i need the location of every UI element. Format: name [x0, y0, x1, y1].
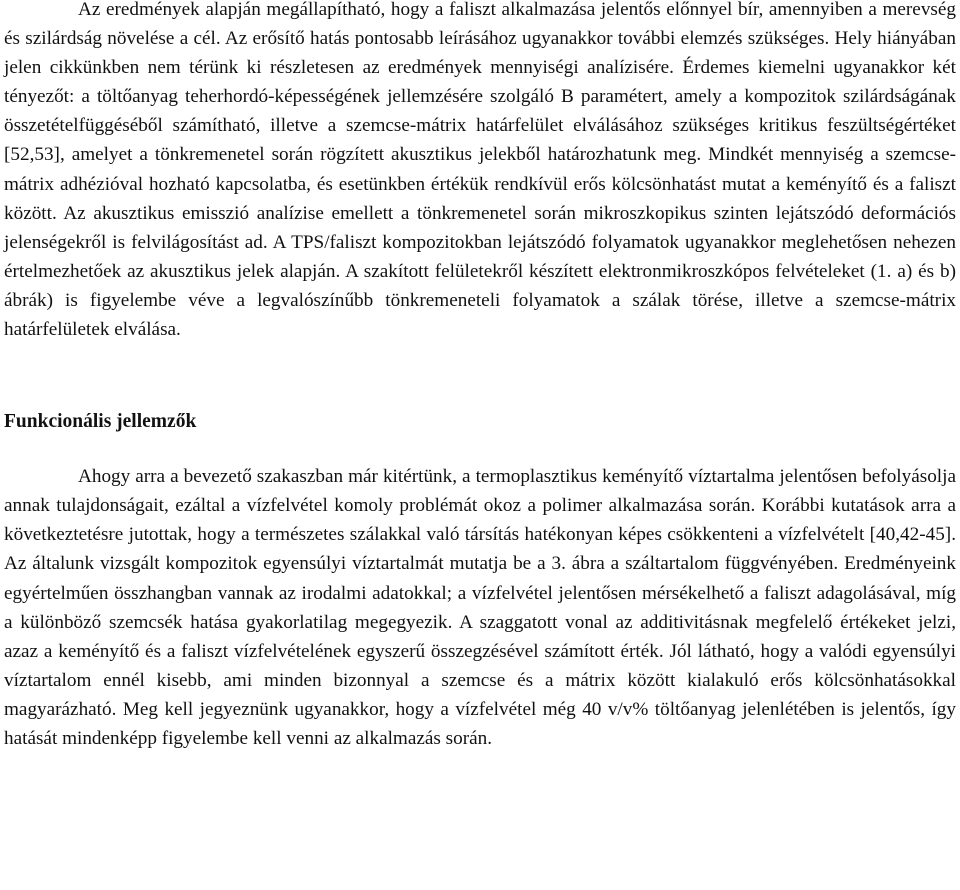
section-heading: Funkcionális jellemzők: [4, 411, 197, 433]
paragraph-results: Az eredmények alapján megállapítható, hogy a faliszt alkalmazása jelentős előnnyel bír, amennyiben a merevség és szilárdság növelése a cél. Az erősítő hatás pontosabb leírásához ugyanakkor további elemzés szükséges. Hely hiányában jelen cikkünkben nem térünk ki részletesen az eredmények mennyiségi analízisére. Érdemes kiemelni ugyanakkor két tényezőt: a töltőanyag teherhordó-képességének jellemzésére szolgáló B paramétert, amely a kompozitok szilárdságának összetételfüggéséből számítható, illetve a szemcse-mátrix határfelület elválásához szükséges kritikus feszültségértéket [52,53], amelyet a tönkremenetel során rögzített akusztikus jelekből határozhatunk meg. Mindkét mennyiség a szemcse-mátrix adhézióval hozható kapcsolatba, és esetünkben értékük rendkívül erős kölcsönhatást mutat a keményítő és a faliszt között. Az akusztikus emisszió analízise emellett a tönkremenetel során mikroszkopikus szinten lejátszódó deformációs jelenségekről is felvilágosítást ad. A TPS/faliszt kompozitokban lejátszódó folyamatok ugyanakkor meglehetősen nehezen értelmezhetőek az akusztikus jelek alapján. A szakított felületekről készített elektronmikroszkópos felvételeket (1. a) és b) ábrák) is figyelembe véve a legvalószínűbb tönkremeneteli folyamatok a szálak törése, illetve a szemcse-mátrix határfelületek elválása.: [4, 0, 956, 341]
document-page: [4, 0, 956, 753]
paragraph-functional-properties: Ahogy arra a bevezető szakaszban már kitértünk, a termoplasztikus keményítő víztartalma jelentősen befolyásolja annak tulajdonságait, ezáltal a vízfelvétel komoly problémát okoz a polimer alkalmazása során. Korábbi kutatások arra a következtetésre jutottak, hogy a természetes szálakkal való társítás hatékonyan képes csökkenteni a vízfelvételt [40,42-45]. Az általunk vizsgált kompozitok egyensúlyi víztartalmát mutatja be a 3. ábra a száltartalom függvényében. Eredményeink egyértelműen összhangban vannak az irodalmi adatokkal; a vízfelvétel jelentősen mérsékelhető a faliszt adagolásával, míg a különböző szemcsék hatása gyakorlatilag megegyezik. A szaggatott vonal az additivitásnak megfelelő értékeket jelzi, azaz a keményítő és a faliszt vízfelvételének egyszerű összegzésével számított érték. Jól látható, hogy a valódi egyensúlyi víztartalom ennél kisebb, ami minden bizonnyal a szemcse és a mátrix között kialakuló erős kölcsönhatásokkal magyarázható. Meg kell jegyeznünk ugyanakkor, hogy a vízfelvétel még 40 v/v% töltőanyag jelenlétében is jelentős, így hatását mindenképp figyelembe kell venni az alkalmazás során.: [4, 466, 956, 749]
